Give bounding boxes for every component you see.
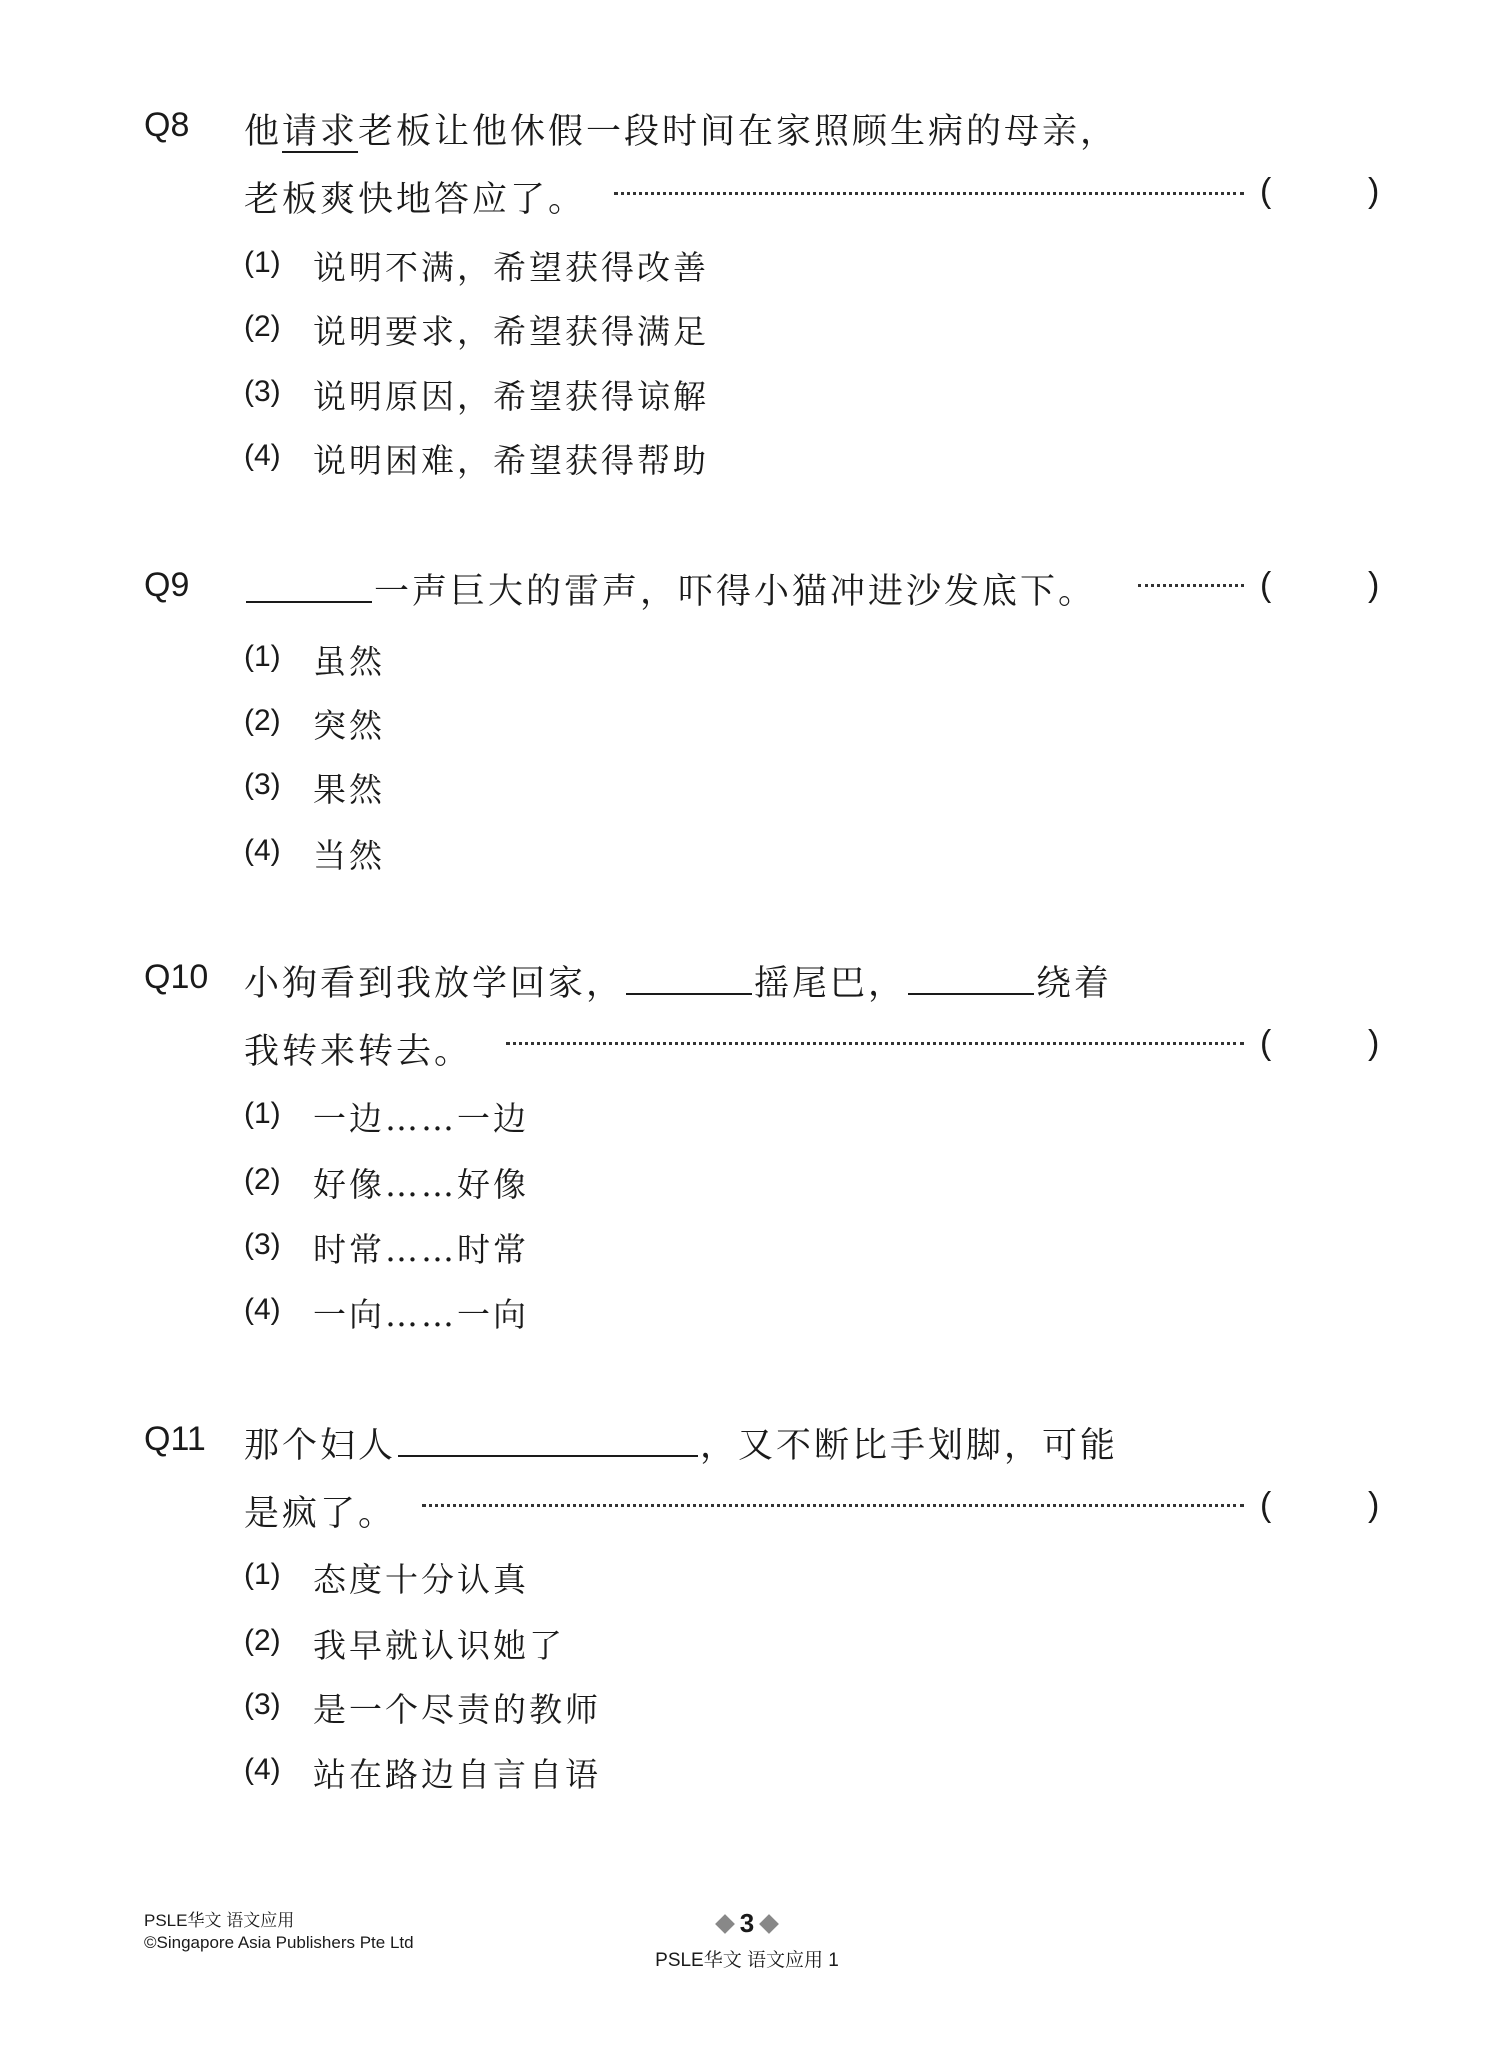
question-stem-line1 (244, 1418, 1118, 1468)
answer-paren-close: ) (1368, 566, 1380, 604)
fill-blank (626, 963, 752, 995)
option-number: (2) (244, 1624, 281, 1657)
question-stem-line2: 我转来转去。 (244, 1032, 473, 1072)
footer-left (144, 1910, 414, 1954)
underlined-word: 请求 (282, 112, 359, 152)
question-number: Q10 (144, 958, 209, 996)
answer-box[interactable] (1270, 566, 1366, 610)
option-number: (3) (244, 1228, 281, 1261)
fill-blank (908, 963, 1034, 995)
fill-blank (398, 1425, 698, 1457)
option-number: (1) (244, 640, 281, 673)
option-number: (2) (244, 310, 281, 343)
option-number: (4) (244, 1293, 281, 1326)
diamond-icon (759, 1914, 779, 1934)
option-number: (3) (244, 375, 281, 408)
question-stem-line1 (244, 564, 1096, 614)
answer-paren-open: ( (1260, 1486, 1272, 1524)
footer-book-title: PSLE华文 语文应用 (144, 1911, 295, 1930)
stem-text: 小狗看到我放学回家， (244, 964, 625, 1004)
dotted-leader (614, 192, 1244, 195)
option-text: 当然 (313, 836, 385, 875)
option-number: (3) (244, 768, 281, 801)
diamond-icon (715, 1914, 735, 1934)
option-text: 好像……好像 (313, 1165, 529, 1204)
option-number: (4) (244, 1753, 281, 1786)
option-text: 果然 (313, 770, 385, 809)
question-stem-line2: 老板爽快地答应了。 (244, 180, 587, 220)
option-text: 站在路边自言自语 (313, 1755, 601, 1794)
stem-text: 老板让他休假一段时间在家照顾生病的母亲， (358, 112, 1119, 152)
answer-paren-open: ( (1260, 566, 1272, 604)
option-number: (1) (244, 1558, 281, 1591)
footer-center (647, 1908, 847, 1972)
dotted-leader (422, 1504, 1244, 1507)
stem-text: 摇尾巴， (754, 964, 907, 1004)
page-number: 3 (739, 1908, 755, 1938)
stem-text: 绕着 (1036, 964, 1113, 1004)
fill-blank (246, 571, 372, 603)
option-number: (4) (244, 834, 281, 867)
option-number: (3) (244, 1688, 281, 1721)
answer-paren-close: ) (1368, 172, 1380, 210)
answer-box[interactable] (1270, 172, 1366, 216)
option-text: 一边……一边 (313, 1099, 529, 1138)
stem-text: ，又不断比手划脚，可能 (700, 1426, 1119, 1466)
stem-text: 他 (244, 112, 283, 152)
dotted-leader (506, 1042, 1244, 1045)
option-number: (4) (244, 439, 281, 472)
option-text: 突然 (313, 706, 385, 745)
stem-text: 那个妇人 (244, 1426, 397, 1466)
question-stem-line2: 是疯了。 (244, 1494, 397, 1534)
answer-paren-open: ( (1260, 1024, 1272, 1062)
option-number: (2) (244, 1163, 281, 1196)
option-text: 态度十分认真 (313, 1560, 529, 1599)
option-number: (1) (244, 246, 281, 279)
option-text: 说明不满，希望获得改善 (313, 248, 709, 287)
option-text: 虽然 (313, 642, 385, 681)
option-text: 我早就认识她了 (313, 1626, 565, 1665)
answer-paren-close: ) (1368, 1486, 1380, 1524)
option-number: (2) (244, 704, 281, 737)
footer-subtitle: PSLE华文 语文应用 1 (655, 1950, 839, 1971)
question-number: Q11 (144, 1420, 206, 1458)
answer-paren-open: ( (1260, 172, 1272, 210)
option-text: 说明要求，希望获得满足 (313, 312, 709, 351)
option-text: 时常……时常 (313, 1230, 529, 1269)
answer-box[interactable] (1270, 1024, 1366, 1068)
option-text: 说明原因，希望获得谅解 (313, 377, 709, 416)
answer-paren-close: ) (1368, 1024, 1380, 1062)
option-text: 一向……一向 (313, 1295, 529, 1334)
footer-copyright: ©Singapore Asia Publishers Pte Ltd (144, 1933, 414, 1952)
option-text: 是一个尽责的教师 (313, 1690, 601, 1729)
option-text: 说明困难，希望获得帮助 (313, 441, 709, 480)
question-stem-line1 (244, 956, 1112, 1006)
question-stem-line1 (244, 104, 1118, 154)
stem-text: 一声巨大的雷声，吓得小猫冲进沙发底下。 (374, 572, 1097, 612)
dotted-leader (1138, 584, 1244, 587)
option-number: (1) (244, 1097, 281, 1130)
question-number: Q8 (144, 106, 190, 144)
answer-box[interactable] (1270, 1486, 1366, 1530)
question-number: Q9 (144, 566, 190, 604)
